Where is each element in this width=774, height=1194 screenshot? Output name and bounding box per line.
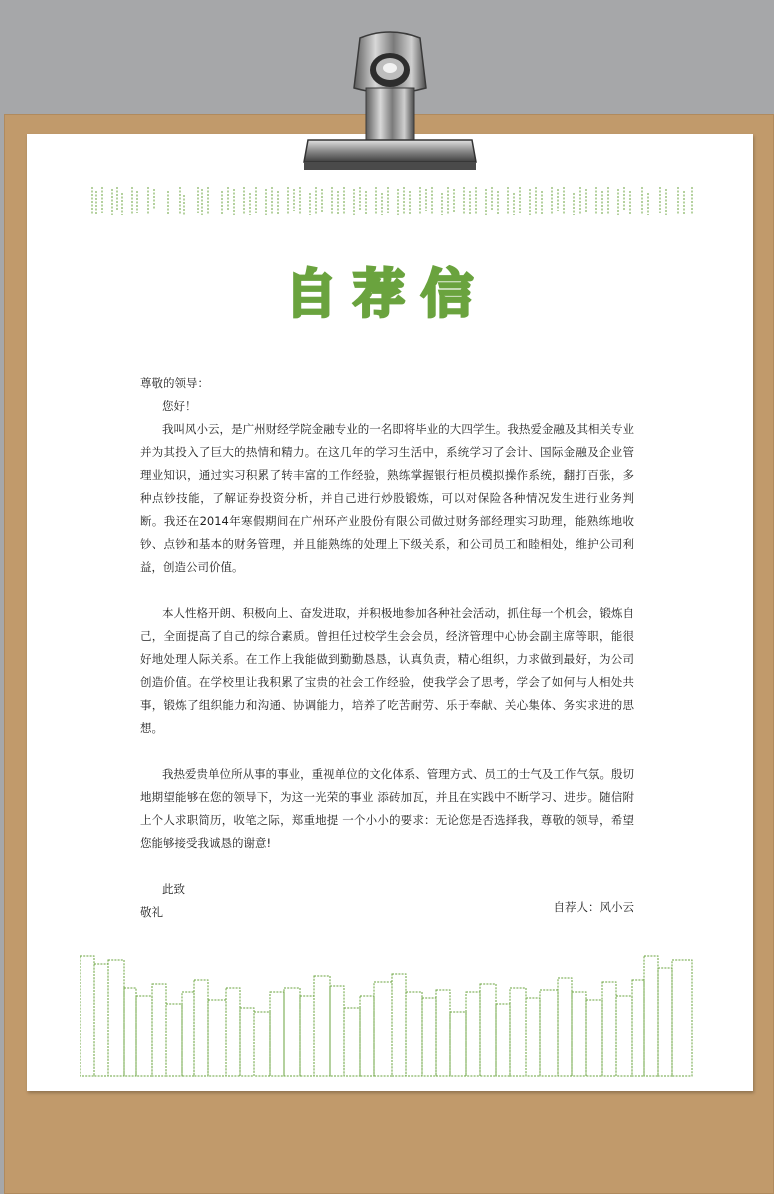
decorative-line-pattern [88,185,696,217]
closing-line-2: 敬礼 [140,905,163,919]
paragraph-2: 本人性格开朗、积极向上、奋发进取，并积极地参加各种社会活动，抓住每一个机会，锻炼自己，全面提高了自己的综合素质。曾担任过校学生会会员，经济管理中心协会副主席等职，能很好地处理人际关系。在工作上我能做到勤勤恳恳，认真负责，精心组织，力求做到最好，为公司创造价值。在学校里让我积累了宝贵的社会工作经验，使我学会了思考，学会了如何与人相处共事，锻炼了组织能力和沟通、协调能力，培养了吃苦耐劳、乐于奉献、关心集体、务实求进的思想。 [140,606,634,735]
signature: 自荐人：风小云 [553,900,634,914]
skyline-decoration [80,952,696,1078]
hello-line: 您好！ [162,399,197,413]
binder-clip-icon [300,28,480,178]
paragraph-3: 我热爱贵单位所从事的事业，重视单位的文化体系、管理方式、员工的士气及工作气氛。殷切地期望能够在您的领导下，为这一光荣的事业 添砖加瓦，并且在实践中不断学习、进步。随信附上个人求职简历，收笔之际，郑重地提 一个小小的要求：无论您是否选择我，尊敬的领导，希望您能够接受我诚恳的谢意! [140,767,634,850]
letter-body [140,372,634,924]
paragraph-1: 我叫风小云，是广州财经学院金融专业的一名即将毕业的大四学生。我热爱金融及其相关专业并为其投入了巨大的热情和精力。在这几年的学习生活中，系统学习了会计、国际金融及企业管理业知识，通过实习积累了转丰富的工作经验，熟练掌握银行柜员模拟操作系统，翻打百张，多种点钞技能，了解证券投资分析，并自己进行炒股锻炼，可以对保险各种情况发生进行业务判断。我还在2014年寒假期间在广州环产业股份有限公司做过财务部经理实习助理，能熟练地收钞、点钞和基本的财务管理，并且能熟练的处理上下级关系，和公司员工和睦相处，维护公司利益，创造公司价值。 [140,422,634,574]
greeting: 尊敬的领导： [140,376,209,390]
letter-title: 自荐信 [284,265,489,325]
closing-line-1: 此致 [162,882,185,896]
